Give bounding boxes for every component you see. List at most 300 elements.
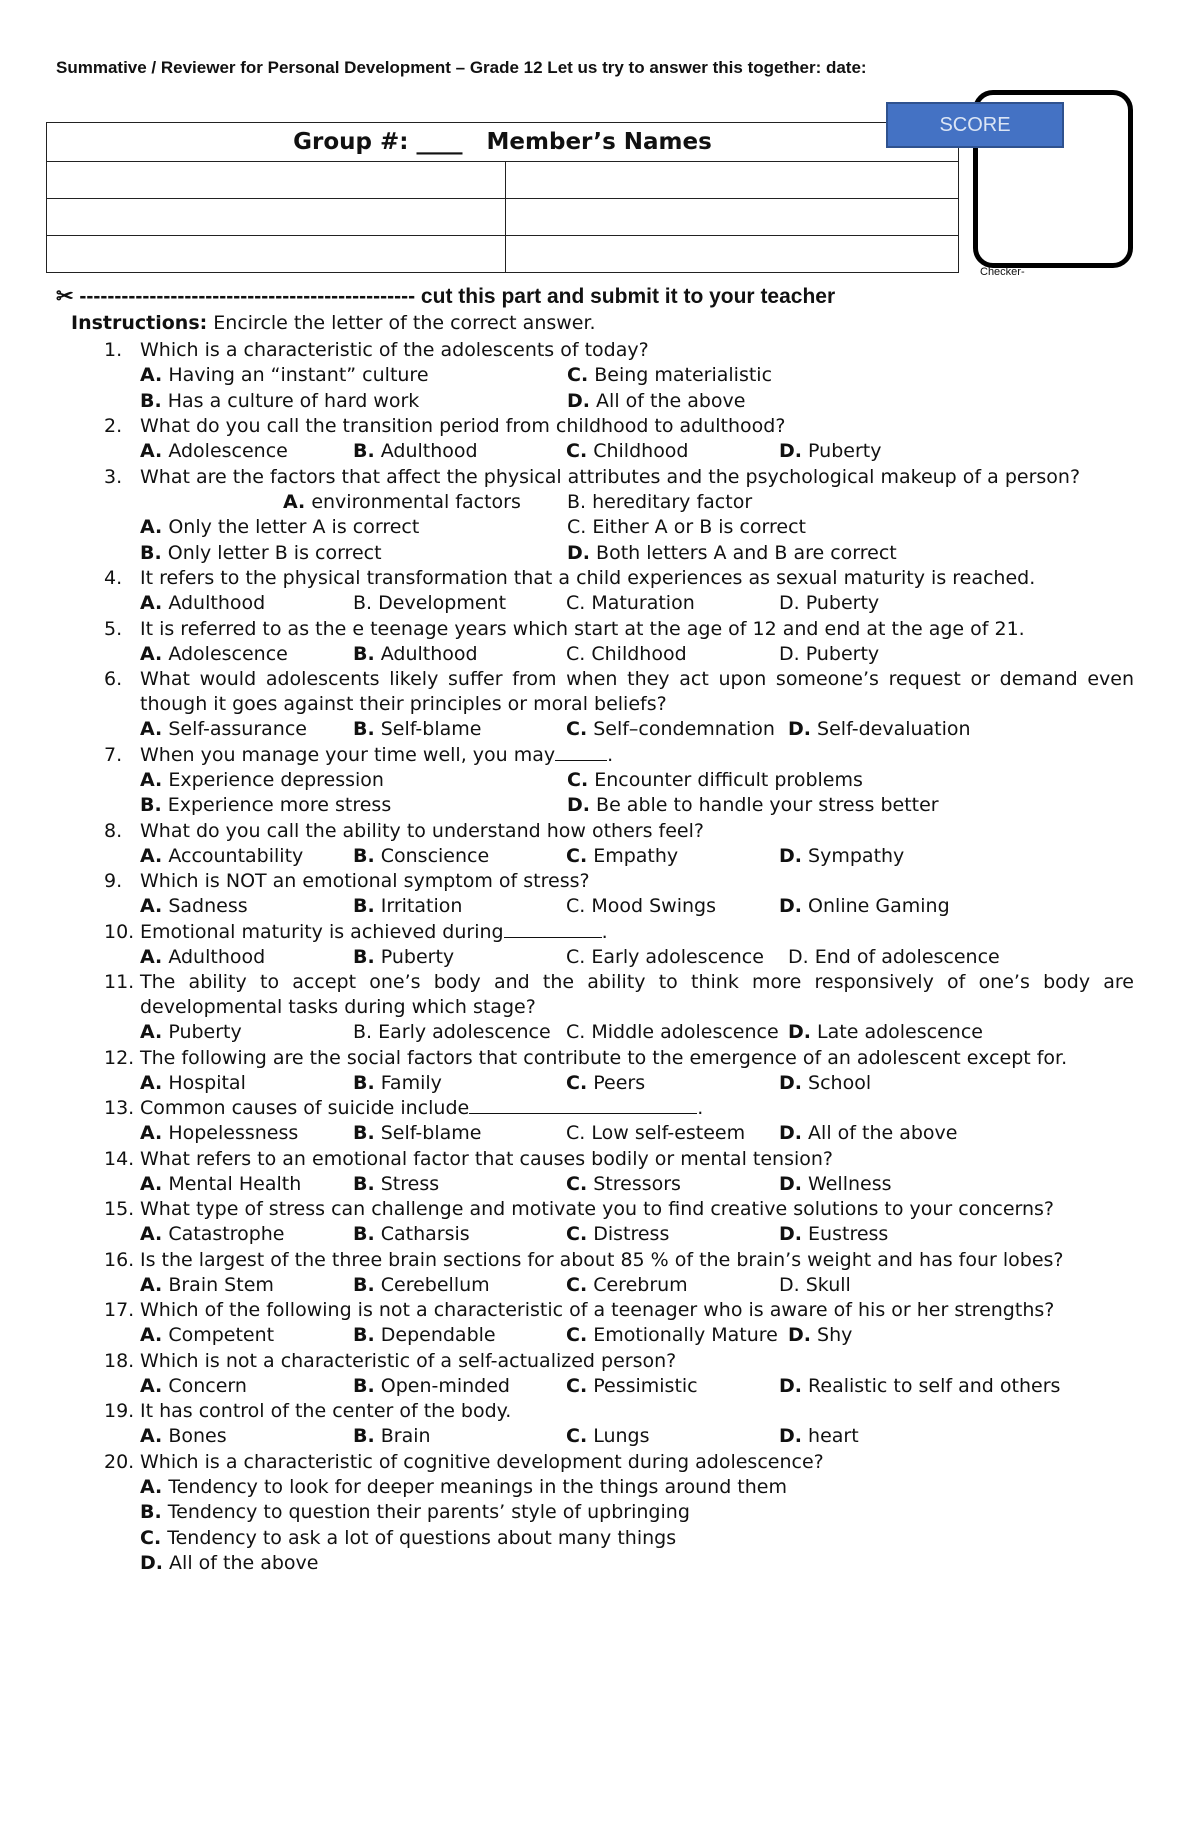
option-letter: C. xyxy=(566,844,588,867)
option[interactable] xyxy=(353,1374,566,1400)
option[interactable] xyxy=(140,945,353,971)
option-text: Concern xyxy=(168,1374,247,1397)
option[interactable] xyxy=(779,1222,992,1248)
option-text: Brain Stem xyxy=(168,1273,274,1296)
question-text: It has control of the center of the body. xyxy=(140,1400,512,1422)
option[interactable] xyxy=(566,642,779,668)
option-letter: B. xyxy=(353,895,375,917)
option[interactable] xyxy=(566,1323,788,1349)
question xyxy=(104,414,1134,465)
option-letter: A. xyxy=(140,364,163,386)
question-list xyxy=(104,338,1134,1577)
option-letter: D. xyxy=(788,1324,811,1346)
option[interactable] xyxy=(779,642,992,668)
option[interactable] xyxy=(788,945,1001,971)
question-text: The ability to accept one’s body and the ability to think more responsively of one’s body are developmental tasks during which stage? xyxy=(140,971,1134,1018)
option[interactable] xyxy=(140,1500,1134,1526)
option-letter: D. xyxy=(779,440,802,462)
option[interactable] xyxy=(353,717,566,743)
option[interactable] xyxy=(353,844,566,870)
option[interactable] xyxy=(140,439,353,465)
question-text: What do you call the transition period from childhood to adulthood? xyxy=(140,415,786,437)
option[interactable] xyxy=(567,768,994,794)
option-letter: D. xyxy=(788,1021,811,1043)
question xyxy=(104,1197,1134,1248)
option-text: Cerebellum xyxy=(380,1273,490,1296)
choice-text: environmental factors xyxy=(311,490,521,513)
option-text: Stressors xyxy=(593,1172,681,1195)
option-text: Puberty xyxy=(380,945,455,968)
option[interactable] xyxy=(140,768,567,794)
option[interactable] xyxy=(140,844,353,870)
option-letter: D. xyxy=(779,1172,802,1195)
question xyxy=(104,1248,1134,1299)
option[interactable] xyxy=(788,1323,1001,1349)
option-text: Be able to handle your stress better xyxy=(596,794,939,816)
cut-line: ✂ ------------------------------------------------ cut this part and submit it to your teacher xyxy=(56,285,836,308)
option-letter: B. xyxy=(353,1374,375,1397)
option[interactable] xyxy=(140,793,567,819)
option-text: Shy xyxy=(817,1324,853,1346)
option[interactable] xyxy=(788,717,1001,743)
option[interactable] xyxy=(140,1273,353,1299)
question-number: 8. xyxy=(104,819,123,842)
option[interactable] xyxy=(140,894,353,920)
option-letter: A. xyxy=(140,1273,163,1296)
option-text: Maturation xyxy=(591,592,695,614)
question-text: Common causes of suicide include xyxy=(140,1097,470,1119)
question-number: 4. xyxy=(104,567,123,589)
option-text: Experience more stress xyxy=(167,794,392,816)
question xyxy=(104,566,1134,617)
option-text: All of the above xyxy=(808,1122,958,1144)
question-text: Which is a characteristic of cognitive development during adolescence? xyxy=(140,1450,824,1473)
option[interactable] xyxy=(567,389,994,415)
option-letter: A. xyxy=(140,945,163,968)
question-number: 17. xyxy=(104,1299,135,1321)
checker-label: Checker- xyxy=(980,266,1025,278)
option[interactable] xyxy=(567,363,994,389)
option[interactable] xyxy=(140,1071,353,1097)
option-letter: A. xyxy=(140,1475,163,1498)
option[interactable] xyxy=(140,591,353,617)
option[interactable] xyxy=(140,1020,353,1046)
option-letter: D. xyxy=(779,1273,800,1296)
option-letter: D. xyxy=(567,794,590,816)
option[interactable] xyxy=(567,515,994,541)
option[interactable] xyxy=(353,1121,566,1147)
option-letter: A. xyxy=(140,1021,163,1043)
option-text: Peers xyxy=(593,1071,646,1094)
option-text: Brain xyxy=(380,1425,431,1447)
option[interactable] xyxy=(353,642,566,668)
option-text: Puberty xyxy=(805,592,880,614)
option-letter: A. xyxy=(140,1122,163,1144)
option[interactable] xyxy=(566,439,779,465)
option[interactable] xyxy=(353,439,566,465)
question-text: What do you call the ability to understand how others feel? xyxy=(140,819,704,842)
option-letter: C. xyxy=(140,1526,162,1549)
option[interactable] xyxy=(566,1121,779,1147)
question-text: What would adolescents likely suffer from when they act upon someone’s request or demand even though it goes against their principles or moral beliefs? xyxy=(140,668,1134,715)
question-number: 3. xyxy=(104,465,123,488)
option[interactable] xyxy=(779,1071,992,1097)
option-text: Adulthood xyxy=(380,440,478,462)
question-text: What refers to an emotional factor that causes bodily or mental tension? xyxy=(140,1147,833,1170)
question-number: 18. xyxy=(104,1349,135,1372)
option-letter: C. xyxy=(567,516,587,538)
option-letter: D. xyxy=(779,642,800,665)
option[interactable] xyxy=(566,1172,779,1198)
option[interactable] xyxy=(140,1475,1134,1501)
option-text: Eustress xyxy=(808,1223,889,1245)
member-name-cell[interactable] xyxy=(506,162,959,199)
option-letter: C. xyxy=(567,364,589,386)
option[interactable] xyxy=(779,1374,1061,1400)
question-number: 5. xyxy=(104,617,123,640)
group-members-table xyxy=(46,122,959,273)
question-number: 19. xyxy=(104,1400,135,1422)
question: 13. Common causes of suicide include . A. Hopelessness B. Self-blame C. Low self-esteem D. All of the above xyxy=(104,1096,1134,1147)
option[interactable] xyxy=(140,1121,353,1147)
choice-statement xyxy=(283,490,567,516)
question-number: 15. xyxy=(104,1198,135,1220)
option-text: Adulthood xyxy=(168,592,266,614)
option-text: Catharsis xyxy=(380,1223,470,1245)
option-text: Irritation xyxy=(380,895,463,917)
question-text: Which is a characteristic of the adolescents of today? xyxy=(140,339,649,361)
question: 7. When you manage your time well, you may . A. Experience depression C. Encounter difficult problems B. Experience more stress D. Be able to handle your stress better xyxy=(104,743,1134,819)
option[interactable] xyxy=(140,389,567,415)
answer-blank[interactable] xyxy=(504,937,602,938)
member-names-label: Member’s Names xyxy=(486,129,712,155)
option-text: Only the letter A is correct xyxy=(168,516,420,538)
option-text: Tendency to ask a lot of questions about many things xyxy=(167,1526,677,1549)
option-text: Wellness xyxy=(808,1172,892,1195)
option-text: Adulthood xyxy=(168,945,266,968)
question-text: Which is NOT an emotional symptom of stress? xyxy=(140,870,590,892)
question: 10. Emotional maturity is achieved during . A. Adulthood B. Puberty C. Early adolescence D. End of adolescence xyxy=(104,920,1134,971)
option[interactable] xyxy=(140,541,567,567)
option[interactable] xyxy=(353,894,566,920)
option[interactable] xyxy=(566,945,788,971)
option-letter: B. xyxy=(353,1324,375,1346)
option-text: Online Gaming xyxy=(808,895,950,917)
choice-text: hereditary factor xyxy=(592,490,753,513)
option-text: Stress xyxy=(380,1172,440,1195)
option[interactable] xyxy=(566,591,779,617)
option-text: Childhood xyxy=(593,440,689,462)
group-number-label: Group #: ____ xyxy=(293,129,463,155)
option-letter: A. xyxy=(140,516,163,538)
option-text: Tendency to look for deeper meanings in the things around them xyxy=(168,1475,787,1498)
question xyxy=(104,869,1134,920)
option-text: Empathy xyxy=(593,844,679,867)
option-letter: A. xyxy=(140,592,163,614)
option[interactable] xyxy=(566,894,779,920)
option[interactable] xyxy=(140,363,567,389)
option-text: Has a culture of hard work xyxy=(167,389,420,412)
member-name-cell[interactable] xyxy=(506,199,959,236)
question-number: 16. xyxy=(104,1248,135,1271)
option-text: Hopelessness xyxy=(168,1122,299,1144)
option-letter: B. xyxy=(140,389,162,412)
worksheet-title: Summative / Reviewer for Personal Development – Grade 12 Let us try to answer this together: date: xyxy=(56,58,867,77)
question xyxy=(104,1450,1134,1577)
group-cell[interactable] xyxy=(47,199,506,236)
question xyxy=(104,1349,1134,1400)
option-letter: A. xyxy=(140,844,163,867)
option-text: Puberty xyxy=(805,642,880,665)
option-letter: D. xyxy=(140,1552,163,1574)
option-text: Competent xyxy=(168,1324,275,1346)
option-letter: A. xyxy=(140,1425,163,1447)
option-text: Self-devaluation xyxy=(817,718,971,740)
question-text: When you manage your time well, you may xyxy=(140,743,556,766)
question-number: 12. xyxy=(104,1046,135,1069)
option[interactable] xyxy=(353,945,566,971)
question xyxy=(104,667,1134,743)
question xyxy=(104,465,1134,567)
option-letter: D. xyxy=(779,844,802,867)
option[interactable] xyxy=(779,844,992,870)
option-text: Sympathy xyxy=(808,844,905,867)
option-text: Dependable xyxy=(380,1324,496,1346)
option-text: Distress xyxy=(593,1223,670,1245)
option[interactable] xyxy=(140,1526,1134,1552)
option-text: All of the above xyxy=(169,1552,319,1574)
option[interactable] xyxy=(353,1273,566,1299)
option[interactable] xyxy=(353,1172,566,1198)
option-letter: D. xyxy=(779,1425,802,1447)
option-text: Pessimistic xyxy=(593,1374,698,1397)
option-text: Mood Swings xyxy=(591,895,716,917)
option[interactable] xyxy=(353,1222,566,1248)
option[interactable] xyxy=(566,1424,779,1450)
instructions-label: Instructions: xyxy=(71,312,208,334)
option[interactable] xyxy=(779,1121,992,1147)
option[interactable] xyxy=(140,1323,353,1349)
question-text: Emotional maturity is achieved during xyxy=(140,920,504,943)
option[interactable] xyxy=(779,1172,992,1198)
option-text: Puberty xyxy=(168,1021,242,1043)
option[interactable] xyxy=(566,1273,779,1299)
option-letter: A. xyxy=(140,642,163,665)
question xyxy=(104,1147,1134,1198)
option-letter: C. xyxy=(566,1273,588,1296)
option[interactable] xyxy=(353,1020,566,1046)
option-letter: A. xyxy=(140,440,163,462)
question-text: Is the largest of the three brain sections for about 85 % of the brain’s weight and has four lobes? xyxy=(140,1248,1064,1271)
question-number: 7. xyxy=(104,743,123,766)
option-text: Lungs xyxy=(593,1425,650,1447)
option-text: Encounter difficult problems xyxy=(594,768,863,791)
option-letter: B. xyxy=(353,1273,375,1296)
option-text: Accountability xyxy=(168,844,304,867)
option-letter: B. xyxy=(353,718,375,740)
option-letter: B. xyxy=(140,1501,162,1523)
question-number: 10. xyxy=(104,920,135,943)
option-text: Family xyxy=(380,1071,442,1094)
question-text: Which of the following is not a characteristic of a teenager who is aware of his or her strengths? xyxy=(140,1299,1055,1321)
option[interactable] xyxy=(779,1273,992,1299)
question-number: 6. xyxy=(104,668,123,690)
option-letter: C. xyxy=(566,1223,588,1245)
group-table-header xyxy=(47,123,959,162)
option[interactable] xyxy=(140,1551,1134,1577)
instructions-text: Encircle the letter of the correct answer. xyxy=(213,312,596,334)
option[interactable] xyxy=(567,541,994,567)
option[interactable] xyxy=(566,717,788,743)
member-name-cell[interactable] xyxy=(506,236,959,273)
option-letter: D. xyxy=(779,1223,802,1245)
choice-letter: B. xyxy=(567,490,587,513)
option[interactable] xyxy=(779,439,992,465)
answer-blank[interactable] xyxy=(469,1113,697,1114)
option-text: Low self-esteem xyxy=(591,1122,746,1144)
question-text: It refers to the physical transformation that a child experiences as sexual maturity is reached. xyxy=(140,567,1036,589)
option[interactable] xyxy=(566,1020,788,1046)
option-letter: C. xyxy=(566,1122,586,1144)
option[interactable] xyxy=(140,1172,353,1198)
option-text: End of adolescence xyxy=(814,945,1000,968)
option-letter: A. xyxy=(140,1223,163,1245)
option-letter: D. xyxy=(779,895,802,917)
option-text: Puberty xyxy=(808,440,882,462)
option-letter: A. xyxy=(140,768,163,791)
option[interactable] xyxy=(353,1323,566,1349)
option-letter: C. xyxy=(566,1021,586,1043)
option[interactable] xyxy=(140,1222,353,1248)
option-letter: D. xyxy=(567,389,590,412)
question-number: 14. xyxy=(104,1147,135,1170)
option-text: Having an “instant” culture xyxy=(168,364,429,386)
option-text: All of the above xyxy=(596,389,746,412)
option-text: Being materialistic xyxy=(594,364,773,386)
option[interactable] xyxy=(566,1374,779,1400)
option-letter: D. xyxy=(788,945,809,968)
option[interactable] xyxy=(566,1222,779,1248)
option-text: Open-minded xyxy=(380,1374,510,1397)
option-letter: B. xyxy=(353,592,373,614)
answer-blank[interactable] xyxy=(555,760,607,761)
option[interactable] xyxy=(353,591,566,617)
option-letter: D. xyxy=(779,592,800,614)
option-letter: C. xyxy=(566,718,588,740)
option-letter: B. xyxy=(353,1172,375,1195)
option-text: Adolescence xyxy=(168,642,288,665)
option-letter: C. xyxy=(566,642,586,665)
option[interactable] xyxy=(140,1424,353,1450)
group-cell[interactable] xyxy=(47,162,506,199)
option-text: Early adolescence xyxy=(591,945,764,968)
option-text: Bones xyxy=(168,1425,227,1447)
option-letter: B. xyxy=(140,794,162,816)
question-text: It is referred to as the e teenage years which start at the age of 12 and end at the age of 21. xyxy=(140,617,1025,640)
option[interactable] xyxy=(140,642,353,668)
option-letter: C. xyxy=(566,1324,588,1346)
option-letter: B. xyxy=(353,1071,375,1094)
option-letter: B. xyxy=(353,945,375,968)
option[interactable] xyxy=(567,793,994,819)
option-text: Cerebrum xyxy=(593,1273,688,1296)
option-text: Emotionally Mature xyxy=(593,1324,778,1346)
option-text: Early adolescence xyxy=(378,1021,551,1043)
option[interactable] xyxy=(353,1424,566,1450)
option-text: Adolescence xyxy=(168,440,288,462)
option[interactable] xyxy=(140,515,567,541)
option-text: Conscience xyxy=(380,844,490,867)
option-letter: B. xyxy=(353,1021,373,1043)
score-label: SCORE xyxy=(886,102,1064,148)
option-text: Experience depression xyxy=(168,768,384,791)
option[interactable] xyxy=(353,1071,566,1097)
option-text: Tendency to question their parents’ style of upbringing xyxy=(167,1501,690,1523)
option-text: Late adolescence xyxy=(817,1021,983,1043)
option-text: Both letters A and B are correct xyxy=(596,541,897,564)
option-text: Mental Health xyxy=(168,1172,302,1195)
option[interactable] xyxy=(140,1374,353,1400)
choice-letter: A. xyxy=(283,490,306,513)
option-letter: A. xyxy=(140,1071,163,1094)
option-letter: B. xyxy=(353,642,375,665)
question-number: 20. xyxy=(104,1450,135,1473)
option[interactable] xyxy=(566,844,779,870)
question-number: 1. xyxy=(104,339,123,361)
option-text: Development xyxy=(378,592,507,614)
option-letter: C. xyxy=(566,1071,588,1094)
question xyxy=(104,1046,1134,1097)
option-text: Childhood xyxy=(591,642,687,665)
option[interactable] xyxy=(779,1424,992,1450)
option-text: Self-assurance xyxy=(168,718,307,740)
option[interactable] xyxy=(566,1071,779,1097)
question xyxy=(104,819,1134,870)
option-text: Self-blame xyxy=(380,718,482,740)
option-letter: C. xyxy=(566,592,586,614)
option-letter: D. xyxy=(779,1122,802,1144)
option[interactable] xyxy=(140,717,353,743)
option-text: School xyxy=(808,1071,872,1094)
option[interactable] xyxy=(779,894,992,920)
question-number: 13. xyxy=(104,1097,135,1119)
option-letter: A. xyxy=(140,1172,163,1195)
option-letter: C. xyxy=(566,1425,588,1447)
question-text: Which is not a characteristic of a self-actualized person? xyxy=(140,1349,677,1372)
option-letter: B. xyxy=(353,1122,375,1144)
option-text: Skull xyxy=(805,1273,851,1296)
option-letter: C. xyxy=(566,1172,588,1195)
option-letter: C. xyxy=(566,895,586,917)
option-letter: B. xyxy=(353,844,375,867)
option-letter: D. xyxy=(779,1374,802,1397)
option-letter: C. xyxy=(566,440,588,462)
option-text: Middle adolescence xyxy=(591,1021,779,1043)
option-letter: B. xyxy=(140,541,162,564)
option-letter: A. xyxy=(140,895,163,917)
option-text: Either A or B is correct xyxy=(592,516,807,538)
option-text: Sadness xyxy=(168,895,248,917)
question xyxy=(104,1298,1134,1349)
choice-statement xyxy=(567,490,851,516)
question xyxy=(104,970,1134,1046)
option[interactable] xyxy=(788,1020,1001,1046)
option-text: Realistic to self and others xyxy=(808,1374,1061,1397)
question xyxy=(104,617,1134,668)
option[interactable] xyxy=(779,591,992,617)
group-cell[interactable] xyxy=(47,236,506,273)
option-letter: C. xyxy=(566,945,586,968)
